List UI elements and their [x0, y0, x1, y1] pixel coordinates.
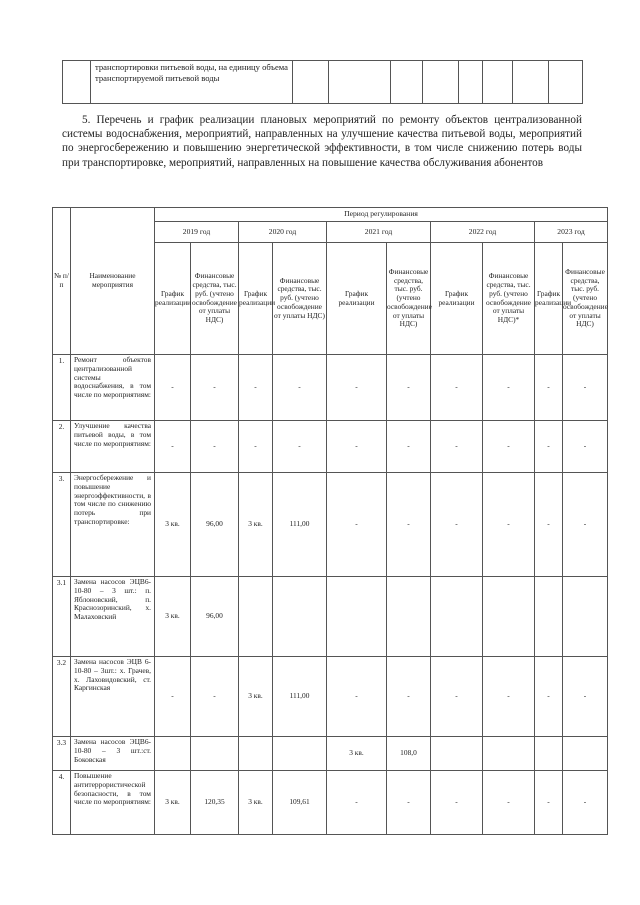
header-year: 2020 год	[239, 222, 327, 243]
finance-cell: -	[273, 355, 327, 421]
row-number: 1.	[53, 355, 71, 421]
table-cell	[391, 61, 423, 104]
finance-cell: -	[191, 355, 239, 421]
finance-cell: -	[387, 473, 431, 577]
finance-cell	[563, 737, 608, 771]
finance-cell: 120,35	[191, 771, 239, 835]
header-period: Период регулирования	[155, 208, 608, 222]
table-cell	[293, 61, 329, 104]
schedule-cell: -	[535, 421, 563, 473]
schedule-cell: -	[327, 421, 387, 473]
row-number: 2.	[53, 421, 71, 473]
table-row	[53, 737, 608, 771]
finance-cell: -	[563, 473, 608, 577]
header-finance: Финансовые средства, тыс. руб. (учтено освобождение от уплаты НДС)	[191, 243, 239, 355]
header-schedule: График реализации	[239, 243, 273, 355]
schedule-cell: -	[431, 355, 483, 421]
finance-cell	[273, 737, 327, 771]
header-year: 2019 год	[155, 222, 239, 243]
table-row	[53, 771, 608, 835]
schedule-cell: -	[535, 355, 563, 421]
finance-cell: -	[191, 657, 239, 737]
schedule-cell	[327, 577, 387, 657]
schedule-cell: 3 кв.	[155, 577, 191, 657]
table-cell	[329, 61, 391, 104]
indicator-description: транспортировки питьевой воды, на единицу объема транспортируемой питьевой воды	[91, 61, 293, 104]
schedule-cell	[239, 737, 273, 771]
schedule-cell: -	[327, 473, 387, 577]
schedule-cell: -	[535, 657, 563, 737]
schedule-cell	[535, 737, 563, 771]
finance-cell: -	[563, 421, 608, 473]
header-row-period	[53, 208, 608, 222]
table-row	[53, 577, 608, 657]
finance-cell: -	[191, 421, 239, 473]
finance-cell: 108,0	[387, 737, 431, 771]
finance-cell	[563, 577, 608, 657]
schedule-cell: -	[155, 657, 191, 737]
header-finance: Финансовые средства, тыс. руб. (учтено освобождение от уплаты НДС)	[563, 243, 608, 355]
measure-name: Ремонт объектов централизованной системы водоснабжения, в том числе по мероприятиям:	[71, 355, 155, 421]
schedule-cell: 3 кв.	[327, 737, 387, 771]
finance-cell: -	[273, 421, 327, 473]
table-row	[53, 355, 608, 421]
previous-table-fragment	[62, 60, 583, 104]
finance-cell: 111,00	[273, 473, 327, 577]
finance-cell: 111,00	[273, 657, 327, 737]
header-schedule: График реализации	[535, 243, 563, 355]
schedule-cell	[431, 577, 483, 657]
schedule-cell: -	[239, 355, 273, 421]
schedule-cell: -	[327, 355, 387, 421]
schedule-cell: -	[431, 473, 483, 577]
schedule-cell: -	[535, 771, 563, 835]
measure-name: Замена насосов ЭЦВ6-10-80 – 3 шт.:ст. Боковская	[71, 737, 155, 771]
schedule-cell: -	[327, 771, 387, 835]
measure-name: Повышение антитеррористической безопасности, в том числе по мероприятиям:	[71, 771, 155, 835]
finance-cell: -	[483, 421, 535, 473]
finance-cell: -	[483, 771, 535, 835]
schedule-cell: -	[431, 421, 483, 473]
finance-cell: -	[483, 657, 535, 737]
row-number: 3.1	[53, 577, 71, 657]
finance-cell: -	[563, 657, 608, 737]
measure-name: Энергосбережение и повышение энергоэффективности, в том числе по снижению потерь при транспортировке:	[71, 473, 155, 577]
row-number: 3.3	[53, 737, 71, 771]
schedule-cell: -	[431, 657, 483, 737]
finance-cell: -	[563, 355, 608, 421]
schedule-cell: 3 кв.	[239, 771, 273, 835]
schedule-cell	[239, 577, 273, 657]
finance-cell	[483, 577, 535, 657]
header-finance: Финансовые средства, тыс. руб. (учтено освобождение от уплаты НДС)	[387, 243, 431, 355]
row-number: 3.2	[53, 657, 71, 737]
finance-cell: -	[387, 421, 431, 473]
finance-cell	[387, 577, 431, 657]
table-cell	[63, 61, 91, 104]
schedule-cell: 3 кв.	[239, 657, 273, 737]
table-cell	[483, 61, 513, 104]
header-num: № п/п	[53, 208, 71, 355]
header-name: Наименование мероприятия	[71, 208, 155, 355]
schedule-cell: -	[327, 657, 387, 737]
finance-cell: -	[483, 355, 535, 421]
header-finance: Финансовые средства, тыс. руб. (учтено освобождение от уплаты НДС)	[273, 243, 327, 355]
table-cell	[423, 61, 459, 104]
finance-cell	[483, 737, 535, 771]
finance-cell: 109,61	[273, 771, 327, 835]
finance-cell: -	[483, 473, 535, 577]
schedule-cell: -	[431, 771, 483, 835]
finance-cell: 96,00	[191, 473, 239, 577]
schedule-cell: -	[155, 421, 191, 473]
schedule-cell	[155, 737, 191, 771]
measure-name: Замена насосов ЭЦВ 6-10-80 – 3шт.: х. Грачев, х. Лаховидовский, ст. Каргинская	[71, 657, 155, 737]
measure-name: Улучшение качества питьевой воды, в том числе по мероприятиям:	[71, 421, 155, 473]
finance-cell: 96,00	[191, 577, 239, 657]
section-heading: 5. Перечень и график реализации плановых мероприятий по ремонту объектов централизованной системы водоснабжения, мероприятий, направленных на улучшение качества питьевой воды, мероприятий по энергосбережению и повышению энергетической эффективности, в том числе снижению потерь воды при транспортировке, мероприятий, направленных на повышение качества обслуживания абонентов	[62, 114, 582, 169]
header-schedule: График реализации	[431, 243, 483, 355]
finance-cell	[191, 737, 239, 771]
schedule-cell: 3 кв.	[155, 473, 191, 577]
schedule-cell: -	[535, 473, 563, 577]
header-year: 2022 год	[431, 222, 535, 243]
header-finance: Финансовые средства, тыс. руб. (учтено освобождение от уплаты НДС)*	[483, 243, 535, 355]
table-row	[53, 421, 608, 473]
finance-cell: -	[387, 355, 431, 421]
row-number: 3.	[53, 473, 71, 577]
table-row	[63, 61, 583, 104]
schedule-cell	[535, 577, 563, 657]
schedule-cell: -	[239, 421, 273, 473]
measures-schedule-table	[52, 207, 608, 835]
finance-cell	[273, 577, 327, 657]
finance-cell: -	[563, 771, 608, 835]
header-schedule: График реализации	[327, 243, 387, 355]
header-year: 2021 год	[327, 222, 431, 243]
schedule-cell: -	[155, 355, 191, 421]
schedule-cell	[431, 737, 483, 771]
schedule-cell: 3 кв.	[155, 771, 191, 835]
table-cell	[513, 61, 549, 104]
header-schedule: График реализации	[155, 243, 191, 355]
row-number: 4.	[53, 771, 71, 835]
measure-name: Замена насосов ЭЦВ6-10-80 – 3 шт.: п. Яблоновский, п. Краснозоринский, х. Малаховский	[71, 577, 155, 657]
header-year: 2023 год	[535, 222, 608, 243]
table-cell	[549, 61, 583, 104]
schedule-cell: 3 кв.	[239, 473, 273, 577]
table-row	[53, 473, 608, 577]
finance-cell: -	[387, 771, 431, 835]
table-cell	[459, 61, 483, 104]
table-row	[53, 657, 608, 737]
finance-cell: -	[387, 657, 431, 737]
